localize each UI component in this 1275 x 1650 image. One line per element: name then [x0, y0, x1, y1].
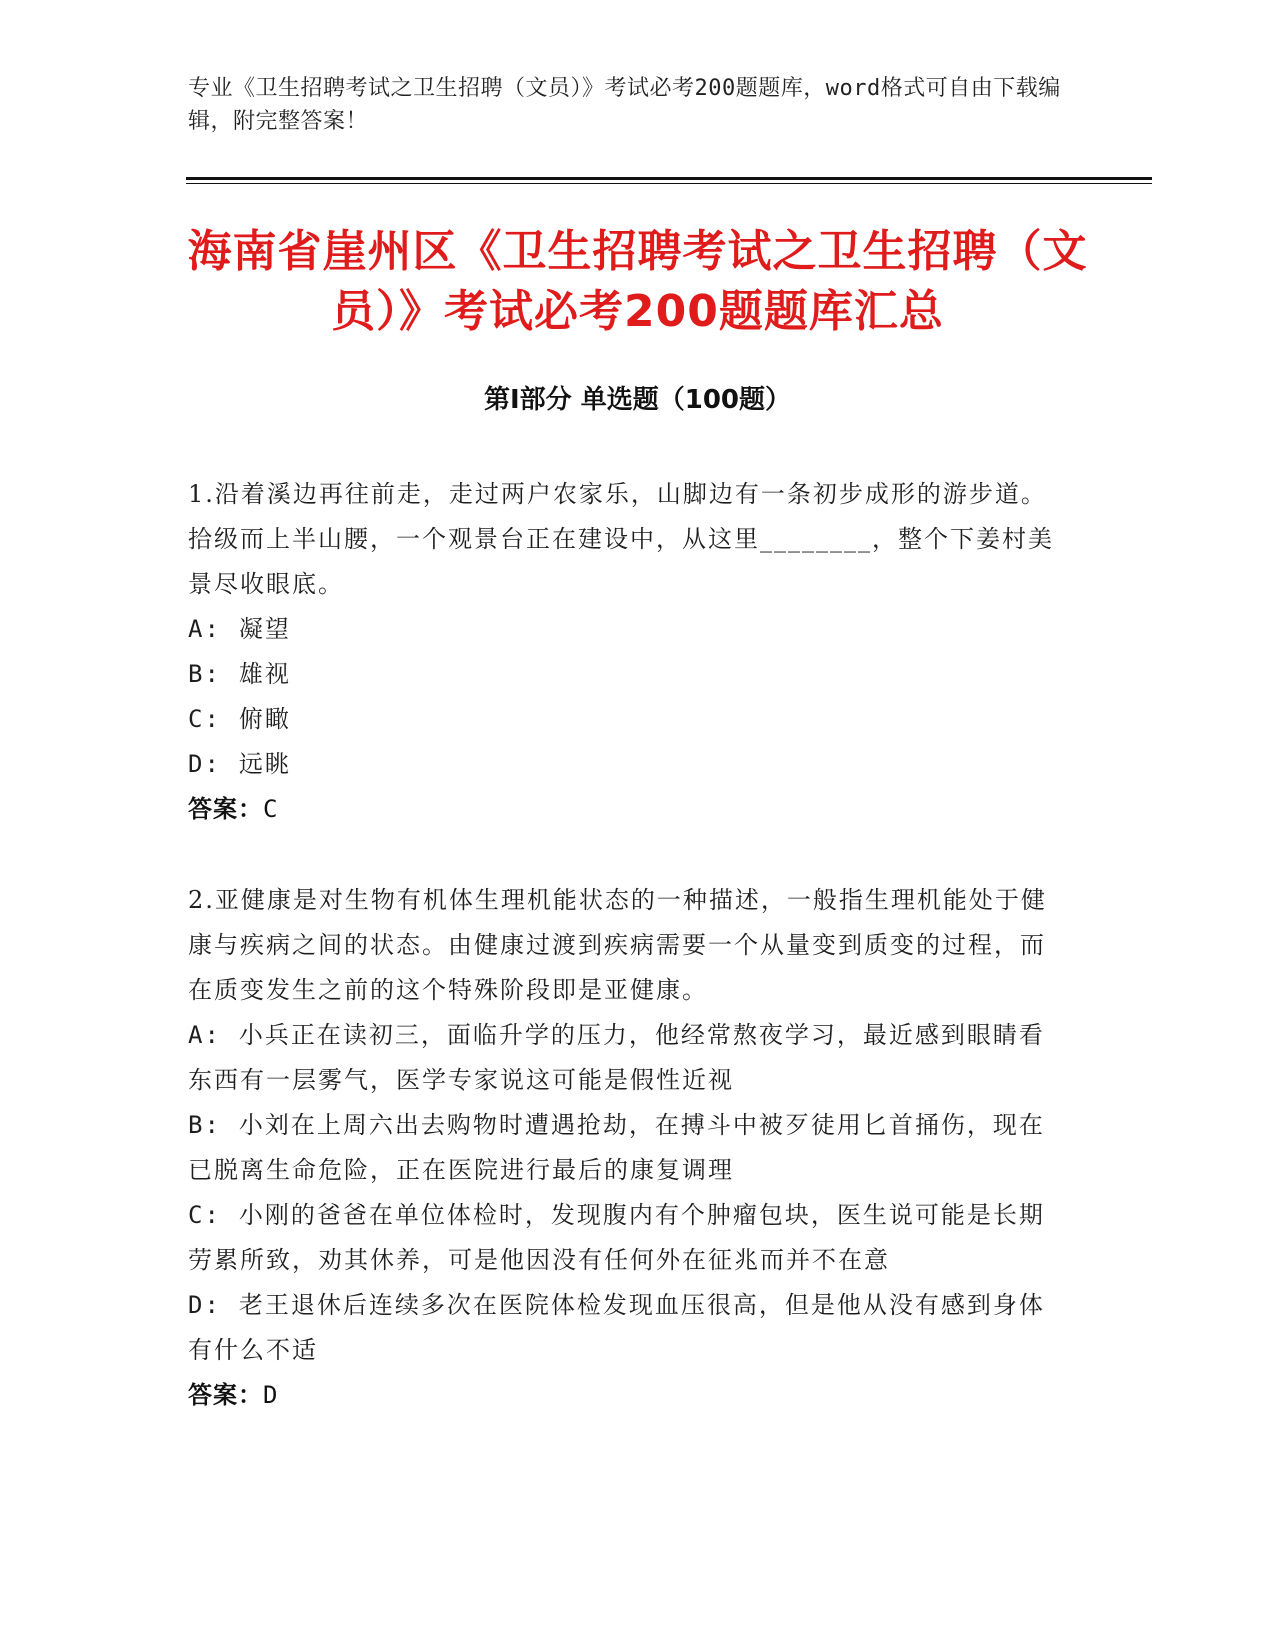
option-letter: C: [188, 1201, 221, 1229]
answer-line [188, 1373, 1068, 1418]
answer-value: C [263, 795, 279, 823]
answer-line [188, 787, 1068, 832]
option-text: 小刚的爸爸在单位体检时，发现腹内有个肿瘤包块，医生说可能是长期劳累所致，劝其休养，可是他因没有任何外在征兆而并不在意 [188, 1201, 1045, 1274]
option-letter: A: [188, 1021, 221, 1049]
option-letter: A: [188, 615, 221, 643]
question-text: 1.沿着溪边再往前走，走过两户农家乐，山脚边有一条初步成形的游步道。拾级而上半山腰，一个观景台正在建设中，从这里________，整个下姜村美景尽收眼底。 [188, 480, 1054, 598]
option-text: 小刘在上周六出去购物时遭遇抢劫，在搏斗中被歹徒用匕首捅伤，现在已脱离生命危险，正在医院进行最后的康复调理 [188, 1111, 1045, 1184]
header-note: 专业《卫生招聘考试之卫生招聘（文员）》考试必考200题题库，word格式可自由下载编辑，附完整答案！ [188, 76, 1061, 134]
header-rule-thick [186, 177, 1152, 180]
question-1 [188, 472, 1068, 832]
answer-label: 答案： [188, 795, 263, 823]
option-letter: C: [188, 705, 221, 733]
header-rule-thin [186, 183, 1152, 184]
option-text: 俯瞰 [238, 705, 291, 733]
option-b [188, 1103, 1068, 1193]
option-b [188, 652, 1068, 697]
option-text: 凝望 [238, 615, 291, 643]
option-c [188, 697, 1068, 742]
question-2 [188, 878, 1068, 1418]
document-title: 海南省崖州区《卫生招聘考试之卫生招聘（文员）》考试必考200题题库汇总 [187, 226, 1088, 337]
option-d [188, 1283, 1068, 1373]
option-text: 老王退休后连续多次在医院体检发现血压很高，但是他从没有感到身体有什么不适 [188, 1291, 1045, 1364]
option-text: 雄视 [238, 660, 291, 688]
option-a [188, 1013, 1068, 1103]
answer-label: 答案： [188, 1381, 263, 1409]
answer-value: D [263, 1381, 279, 1409]
option-d [188, 742, 1068, 787]
option-c [188, 1193, 1068, 1283]
option-letter: B: [188, 1111, 221, 1139]
option-a [188, 607, 1068, 652]
option-text: 小兵正在读初三，面临升学的压力，他经常熬夜学习，最近感到眼睛看东西有一层雾气，医学专家说这可能是假性近视 [188, 1021, 1045, 1094]
question-text: 2.亚健康是对生物有机体生理机能状态的一种描述，一般指生理机能处于健康与疾病之间的状态。由健康过渡到疾病需要一个从量变到质变的过程，而在质变发生之前的这个特殊阶段即是亚健康。 [188, 886, 1047, 1004]
option-text: 远眺 [238, 750, 291, 778]
option-letter: D: [188, 750, 221, 778]
section-title: 第Ⅰ部分 单选题（100题） [484, 385, 791, 415]
option-letter: B: [188, 660, 221, 688]
option-letter: D: [188, 1291, 221, 1319]
